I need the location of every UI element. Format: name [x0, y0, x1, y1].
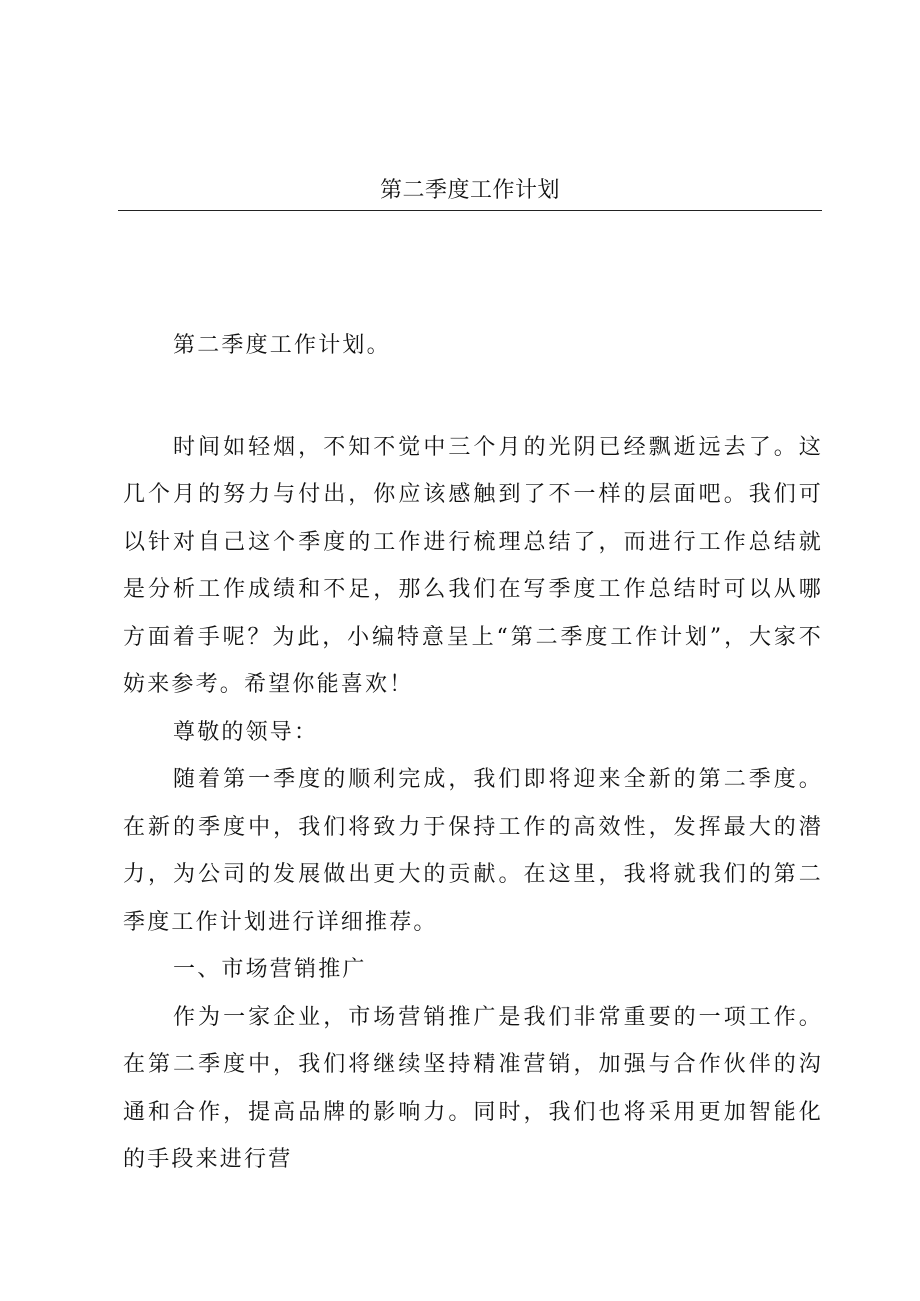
- subtitle-paragraph: 第二季度工作计划。: [173, 333, 391, 358]
- section-heading-marketing: 一、市场营销推广: [173, 957, 367, 982]
- salutation: 尊敬的领导：: [173, 719, 319, 745]
- page-header: [118, 176, 822, 211]
- opening-paragraph: 随着第一季度的顺利完成，我们即将迎来全新的第二季度。在新的季度中，我们将致力于保持工作的高效性，发挥最大的潜力，为公司的发展做出更大的贡献。在这里，我将就我们的第二季度工作计划进行详细推荐。: [123, 767, 823, 935]
- marketing-paragraph: 作为一家企业，市场营销推广是我们非常重要的一项工作。在第二季度中，我们将继续坚持精准营销，加强与合作伙伴的沟通和合作，提高品牌的影响力。同时，我们也将采用更加智能化的手段来进行营: [123, 1004, 823, 1172]
- document-body: [123, 322, 823, 1184]
- intro-paragraph: 时间如轻烟，不知不觉中三个月的光阴已经飘逝远去了。这几个月的努力与付出，你应该感触到了不一样的层面吧。我们可以针对自己这个季度的工作进行梳理总结了，而进行工作总结就是分析工作成绩和不足，那么我们在写季度工作总结时可以从哪方面着手呢？为此，小编特意呈上“第二季度工作计划”，大家不妨来参考。希望你能喜欢！: [123, 434, 823, 697]
- header-title: 第二季度工作计划: [379, 178, 560, 203]
